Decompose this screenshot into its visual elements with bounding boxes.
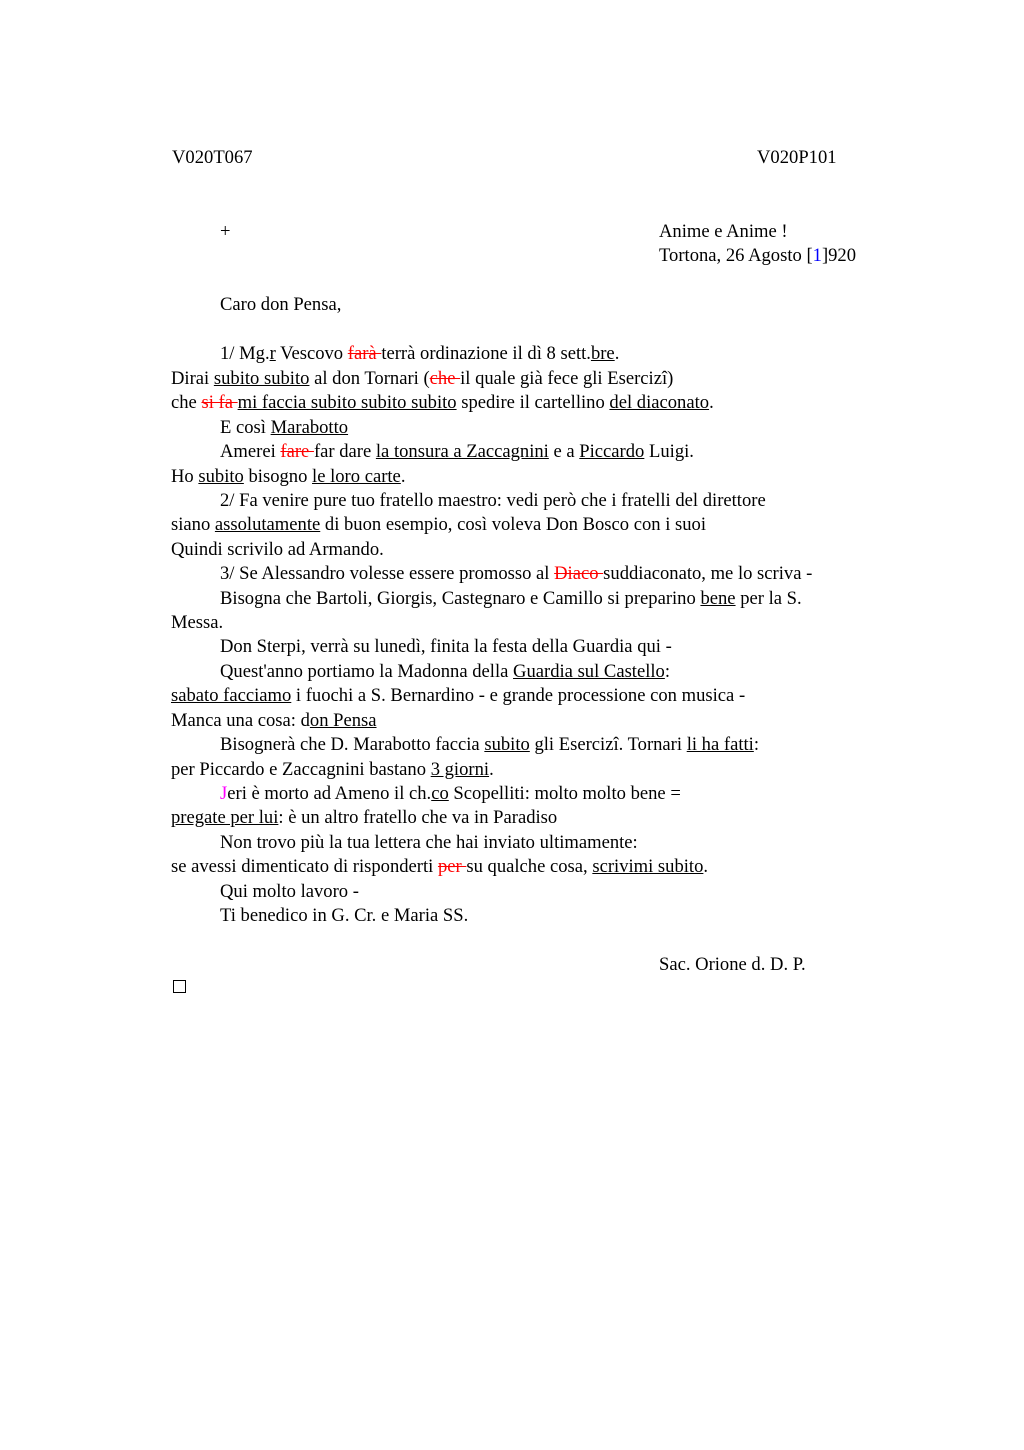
text-segment: 2/ Fa venire pure tuo fratello maestro: vedi però che i fratelli del direttore xyxy=(220,490,766,511)
dateline-post: ]920 xyxy=(821,245,857,266)
text-segment: il quale già fece gli Esercizi xyxy=(460,368,668,389)
text-segment: Manca una cosa: d xyxy=(171,710,310,731)
text-segment: Qui molto lavoro - xyxy=(220,881,359,902)
text-segment: . xyxy=(614,343,620,364)
text-segment: di buon esempio, così voleva Don Bosco con i suoi xyxy=(320,514,707,535)
text-segment: e a xyxy=(548,441,580,462)
underlined-text: bre xyxy=(590,343,615,364)
text-segment: Scopelliti: molto molto bene = xyxy=(448,783,681,804)
text-segment: Amerei xyxy=(220,441,281,462)
text-segment: ) xyxy=(667,368,674,389)
text-segment: Ho xyxy=(171,466,199,487)
underlined-text: del diaconato xyxy=(609,392,710,413)
right-document-code: V020P101 xyxy=(757,147,837,168)
text-segment: Quindi scrivilo ad Armando. xyxy=(171,539,384,560)
letter-line xyxy=(220,416,348,440)
letter-line xyxy=(220,562,812,586)
text-segment: siano xyxy=(171,514,215,535)
letter-line xyxy=(171,611,223,635)
text-segment: suddiaconato, me lo scriva - xyxy=(603,563,813,584)
deleted-text: che xyxy=(429,368,461,389)
text-segment: Don Sterpi, verrà su lunedì, finita la festa della Guardia qui - xyxy=(220,636,672,657)
letter-line xyxy=(171,806,557,830)
underlined-text: subito xyxy=(484,734,530,755)
underlined-text: assolutamente xyxy=(214,514,321,535)
letter-line xyxy=(220,880,359,904)
letter-line xyxy=(220,489,766,513)
letter-line xyxy=(171,709,377,733)
letter-line xyxy=(171,758,494,782)
text-segment: : xyxy=(753,734,759,755)
deleted-text: fare xyxy=(280,441,314,462)
letter-line xyxy=(171,684,745,708)
text-segment: Luigi. xyxy=(644,441,694,462)
underlined-text: pregate per lui xyxy=(171,807,279,828)
underlined-text: Guardia sul Castello xyxy=(513,661,665,682)
underlined-text: subito xyxy=(198,466,244,487)
deleted-text: farà xyxy=(347,343,382,364)
text-segment: Bisognerà che D. Marabotto faccia xyxy=(220,734,485,755)
underlined-text: r xyxy=(269,343,276,364)
text-segment: 3/ Se Alessandro volesse essere promosso al xyxy=(220,563,555,584)
text-segment: : xyxy=(664,661,671,682)
text-segment: . xyxy=(709,392,714,413)
cross-symbol: + xyxy=(220,221,231,242)
underlined-text: subito subito xyxy=(213,368,310,389)
deleted-text: per xyxy=(437,856,467,877)
letter-line xyxy=(220,635,672,659)
underlined-text: 3 giorni xyxy=(430,759,490,780)
underlined-text: co xyxy=(431,783,449,804)
underlined-text: mi faccia subito subito subito xyxy=(237,392,457,413)
dateline xyxy=(659,244,856,268)
letter-line xyxy=(171,855,708,879)
text-segment: . Tornari xyxy=(618,734,687,755)
text-segment: Non trovo più la tua lettera che hai inviato ultimamente: xyxy=(220,832,638,853)
text-segment: Ti benedico in G. Cr. e Maria SS. xyxy=(220,905,469,926)
text-segment: spedire il cartellino xyxy=(456,392,610,413)
letter-line xyxy=(220,733,759,757)
text-segment: : è un altro fratello che va in Paradiso xyxy=(278,807,558,828)
underlined-text: on Pensa xyxy=(309,710,377,731)
letter-line xyxy=(171,391,714,415)
letter-line xyxy=(220,831,638,855)
deleted-text: si fa xyxy=(201,392,238,413)
text-segment: su qualche cosa, xyxy=(466,856,593,877)
letter-line xyxy=(171,367,673,391)
underlined-text: le loro carte xyxy=(312,466,401,487)
text-segment: per la S. xyxy=(735,588,802,609)
text-segment: . xyxy=(489,759,494,780)
underlined-text: li ha fatti xyxy=(686,734,754,755)
underlined-text: la tonsura a Zaccagnini xyxy=(375,441,549,462)
text-segment: gli Esercizi xyxy=(529,734,619,755)
underlined-text: bene xyxy=(700,588,736,609)
underlined-text: scrivimi subito xyxy=(592,856,704,877)
letter-line xyxy=(171,513,706,537)
signature: Sac. Orione d. D. P. xyxy=(659,954,806,975)
letter-line xyxy=(171,538,384,562)
letter-line xyxy=(171,465,405,489)
editorial-mark: J xyxy=(220,783,228,804)
text-segment: E così xyxy=(220,417,271,438)
letter-line xyxy=(220,660,670,684)
dateline-editorial-digit: 1 xyxy=(812,245,822,266)
underlined-text: sabato facciamo xyxy=(171,685,292,706)
text-segment: Vescovo xyxy=(275,343,348,364)
text-segment: che xyxy=(171,392,202,413)
text-segment: far dare xyxy=(313,441,376,462)
text-segment: . xyxy=(400,466,406,487)
text-segment: se avessi dimenticato di risponderti xyxy=(171,856,438,877)
text-segment: eri è morto ad Ameno il ch. xyxy=(227,783,432,804)
dateline-pre: Tortona, 26 Agosto [ xyxy=(659,245,813,266)
text-segment: terrà ordinazione il dì 8 sett. xyxy=(381,343,591,364)
text-segment: 1/ Mg. xyxy=(220,343,270,364)
letter-line xyxy=(220,342,619,366)
text-segment: Messa. xyxy=(171,612,224,633)
underlined-text: Piccardo xyxy=(579,441,645,462)
left-document-code: V020T067 xyxy=(172,147,253,168)
text-segment: al don Tornari ( xyxy=(309,368,430,389)
text-segment: i fuochi a S. Bernardino - e grande processione con musica - xyxy=(291,685,746,706)
text-segment: Bisogna che Bartoli, Giorgis, Castegnaro e Camillo si preparino xyxy=(220,588,701,609)
letter-line xyxy=(220,440,694,464)
text-segment: bisogno xyxy=(243,466,313,487)
letter-line xyxy=(220,587,802,611)
text-segment: per Piccardo e Zaccagnini bastano xyxy=(171,759,431,780)
letter-line xyxy=(220,904,468,928)
underlined-text: Marabotto xyxy=(270,417,349,438)
text-segment: Quest'anno portiamo la Madonna della xyxy=(220,661,514,682)
letter-line xyxy=(220,782,681,806)
text-segment: . xyxy=(703,856,709,877)
motto: Anime e Anime ! xyxy=(659,221,788,242)
text-segment: Dirai xyxy=(171,368,214,389)
salutation: Caro don Pensa, xyxy=(220,294,342,315)
deleted-text: Diaco xyxy=(554,563,604,584)
end-of-document-box xyxy=(173,980,186,993)
